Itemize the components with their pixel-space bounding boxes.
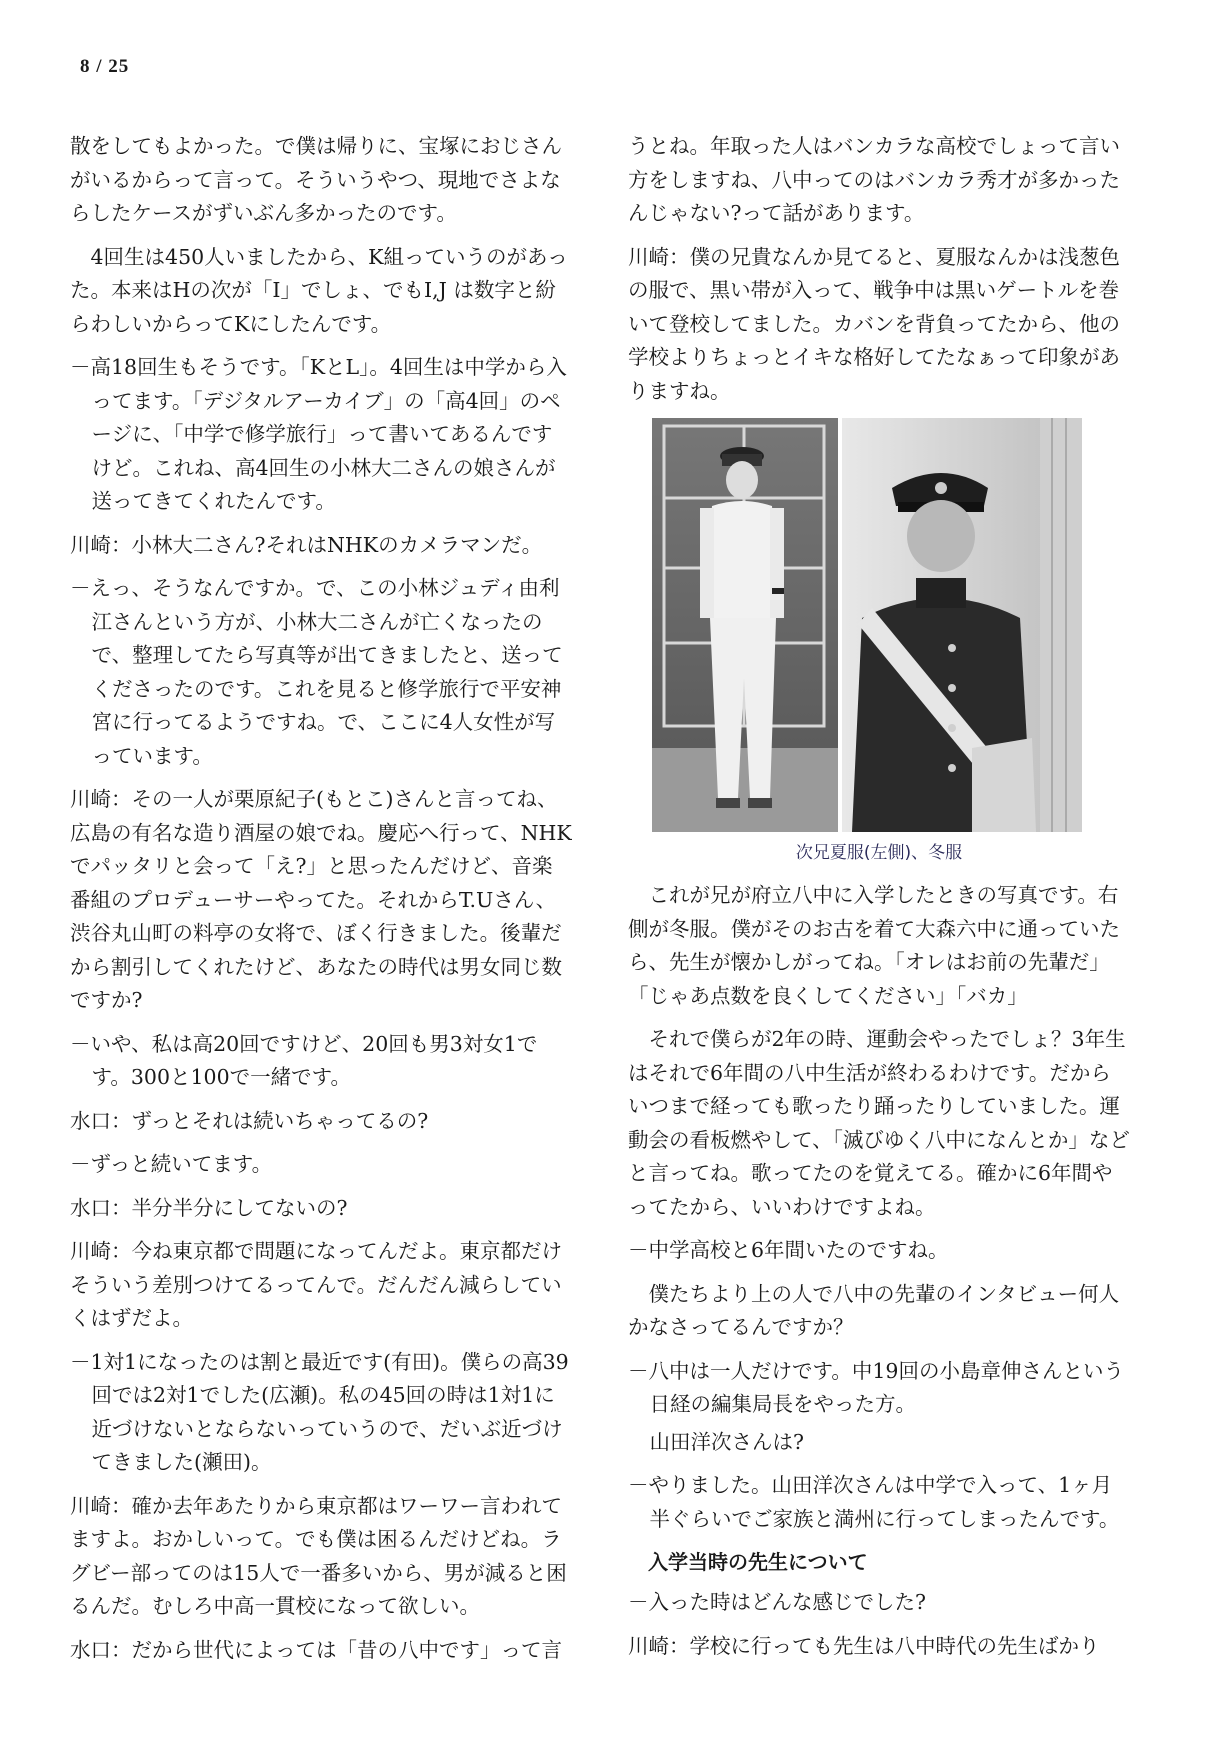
paragraph: －八中は一人だけです。中19回の小島章伸さんという日経の編集局長をやった方。 <box>628 1358 1124 1416</box>
paragraph: 散をしてもよかった。で僕は帰りに、宝塚におじさんがいるからって言って。そういうやつ、現地でさよならしたケースがずいぶん多かったのです。 <box>70 134 562 225</box>
uniform-photo <box>652 418 1082 832</box>
paragraph: 僕たちより上の人で八中の先輩のインタビュー何人かなさってるんですか？ <box>628 1281 1120 1339</box>
section-heading: 入学当時の先生について <box>648 1550 868 1574</box>
photo-caption: 次兄夏服(左側)、冬服 <box>795 843 963 863</box>
paragraph: それで僕らが2年の時、運動会やったでしょ？3年生はそれで6年間の八中生活が終わるわけです。だからいつまで経っても歌ったり踊ったりしていました。運動会の看板燃やして、「滅びゆく八中になんとか」などと言ってね。歌ってたのを覚えてる。確かに6年間やってたから、いいわけですよね。 <box>628 1027 1130 1219</box>
paragraph: 川崎：その一人が栗原紀子(もとこ)さんと言ってね、広島の有名な造り酒屋の娘でね。慶応へ行って、NHKでパッタリと会って「え?」と思ったんだけど、音楽番組のプロデューサーやってた。それからT.Uさん、渋谷丸山町の料亭の女将で、ぼく行きました。後輩だから割引してくれたけど、あなたの時代は男女同じ数ですか? <box>70 787 572 1012</box>
paragraph: －入った時はどんな感じでした? <box>628 1590 926 1614</box>
paragraph: 川崎：僕の兄貴なんか見てると、夏服なんかは浅葱色の服で、黒い帯が入って、戦争中は黒いゲートルを巻いて登校してました。カバンを背負ってたから、他の学校よりちょっとイキな格好してたなぁって印象がありますね。 <box>628 244 1120 403</box>
paragraph: これが兄が府立八中に入学したときの写真です。右側が冬服。僕がそのお古を着て大森六中に通っていたら、先生が懐かしがってね。「オレはお前の先輩だ」「じゃあ点数を良くしてください」「バカ」 <box>628 883 1120 1008</box>
right-end-text <box>628 1586 1130 1663</box>
left-column <box>70 130 572 1677</box>
paragraph: 4回生は450人いましたから、K組っていうのがあった。本来はHの次が「I」でしょ、でもI,J は数字と紛らわしいからってKにしたんです。 <box>70 244 568 336</box>
paragraph: 水口：半分半分にしてないの? <box>70 1195 348 1220</box>
paragraph: 水口：ずっとそれは続いちゃってるの? <box>70 1108 429 1133</box>
paragraph: 山田洋次さんは? <box>649 1429 805 1454</box>
paragraph: －ずっと続いてます。 <box>70 1152 273 1176</box>
right-top-text <box>628 130 1130 408</box>
paragraph: 川崎：今ね東京都で問題になってんだよ。東京都だけそういう差別つけてるってんで。だんだん減らしていくはずだよ。 <box>70 1239 562 1330</box>
paragraph: －いや、私は高20回ですけど、20回も男3対女1です。300と100で一緒です。 <box>70 1031 538 1089</box>
right-bottom-text <box>628 879 1130 1536</box>
paragraph: 水口：だから世代によっては「昔の八中です」って言 <box>70 1637 562 1662</box>
right-column <box>628 130 1130 1673</box>
paragraph: －中学高校と6年間いたのですね。 <box>628 1238 949 1262</box>
photo-figure <box>628 418 1130 863</box>
paragraph: －やりました。山田洋次さんは中学で入って、1ヶ月半ぐらいでご家族と満州に行ってしまったんです。 <box>628 1473 1120 1531</box>
paragraph: 川崎：確か去年あたりから東京都はワーワー言われてますよ。おかしいって。でも僕は困るんだけどね。ラグビー部ってのは15人で一番多いから、男が減ると困るんだ。むしろ中高一貫校になって欲しい。 <box>70 1493 567 1618</box>
paragraph: 川崎：小林大二さん?それはNHKのカメラマンだ。 <box>70 532 543 557</box>
paragraph: －1対1になったのは割と最近です(有田)。僕らの高39回では2対1でした(広瀬)。私の45回の時は1対1に近づけないとならないっていうので、だいぶ近づけてきました(瀬田)。 <box>70 1349 569 1474</box>
paragraph: 川崎：学校に行っても先生は八中時代の先生ばかり <box>628 1633 1100 1658</box>
paragraph: －高18回生もそうです。「KとL」。4回生は中学から入ってます。「デジタルアーカイブ」の「高4回」のページに、「中学で修学旅行」って書いてあるんですけど。これね、高4回生の小林大二さんの娘さんが送ってきてくれたんです。 <box>70 355 567 513</box>
page-number: 8 / 25 <box>80 56 130 77</box>
paragraph: うとね。年取った人はバンカラな高校でしょって言い方をしますね、八中ってのはバンカラ秀才が多かったんじゃない?って話があります。 <box>628 134 1120 225</box>
paragraph: －えっ、そうなんですか。で、この小林ジュディ由利江さんという方が、小林大二さんが亡くなったので、整理してたら写真等が出てきましたと、送ってくださったのです。これを見ると修学旅行で平安神宮に行ってるようですね。で、ここに4人女性が写っています。 <box>70 576 563 768</box>
